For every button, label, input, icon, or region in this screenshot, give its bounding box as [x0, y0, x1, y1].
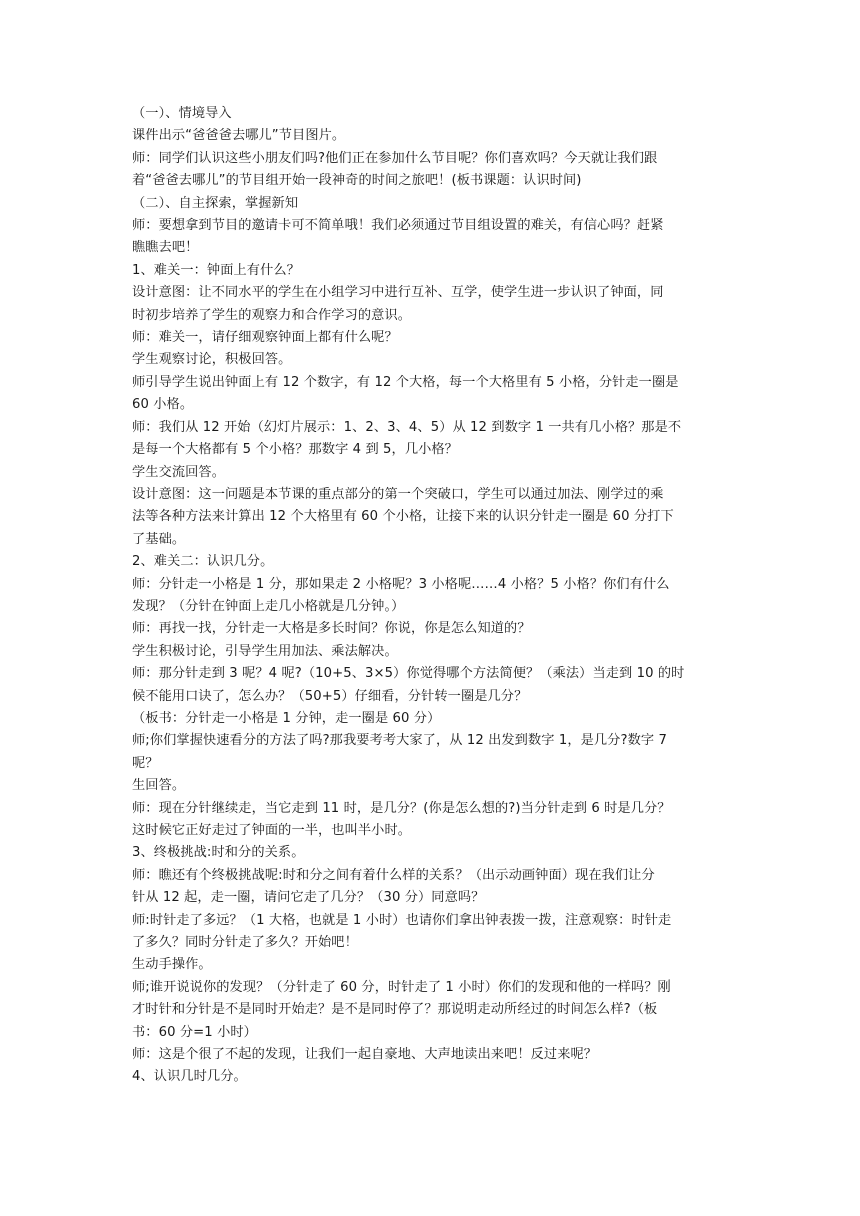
- paragraph-line: 学生积极讨论，引导学生用加法、乘法解决。: [132, 643, 398, 659]
- section-heading-1: （一）、情境导入: [132, 106, 232, 121]
- paragraph-line: 瞧瞧去吧！: [132, 240, 199, 256]
- paragraph-line: 设计意图：这一问题是本节课的重点部分的第一个突破口，学生可以通过加法、刚学过的乘: [132, 486, 664, 502]
- paragraph-line: 师;你们掌握快速看分的方法了吗?那我要考考大家了，从 12 出发到数字 1，是几分?数字 7: [132, 733, 667, 749]
- subheading-section-4: 4、认识几时几分。: [132, 1069, 247, 1085]
- paragraph-line: 师：同学们认识这些小朋友们吗?他们正在参加什么节目呢？你们喜欢吗？今天就让我们跟: [132, 150, 658, 166]
- paragraph-line: 针从 12 起，走一圈，请问它走了几分？（30 分）同意吗？: [132, 890, 485, 906]
- paragraph-line: 法等各种方法来计算出 12 个大格里有 60 个小格，让接下来的认识分针走一圈是 60 分打下: [132, 509, 674, 525]
- paragraph-line: 生回答。: [132, 778, 186, 794]
- paragraph-line: 设计意图：让不同水平的学生在小组学习中进行互补、互学，使学生进一步认识了钟面，同: [132, 285, 664, 301]
- paragraph-line: 是每一个大格都有 5 个小格？那数字 4 到 5，几小格？: [132, 442, 458, 458]
- paragraph-line: 师：瞧还有个终极挑战呢:时和分之间有着什么样的关系？（出示动画钟面）现在我们让分: [132, 867, 655, 883]
- paragraph-line: 课件出示“爸爸爸去哪儿”节目图片。: [132, 128, 346, 144]
- subheading-challenge-1: 1、难关一：钟面上有什么？: [132, 262, 300, 278]
- paragraph-line: 师引导学生说出钟面上有 12 个数字，有 12 个大格，每一个大格里有 5 小格，分针走一圈是: [132, 374, 679, 390]
- paragraph-line: 60 小格。: [132, 397, 194, 413]
- subheading-challenge-2: 2、难关二：认识几分。: [132, 554, 274, 570]
- paragraph-line: 师：现在分针继续走，当它走到 11 时，是几分？(你是怎么想的?)当分针走到 6 时是几分？: [132, 800, 671, 816]
- paragraph-line: 书：60 分=1 小时）: [132, 1024, 257, 1040]
- paragraph-line: 学生观察讨论，积极回答。: [132, 352, 292, 368]
- paragraph-line: 生动手操作。: [132, 957, 212, 973]
- paragraph-line: 才时针和分针是不是同时开始走？是不是同时停了？那说明走动所经过的时间怎么样?（板: [132, 1002, 658, 1018]
- paragraph-line: 这时候它正好走过了钟面的一半，也叫半小时。: [132, 823, 412, 838]
- subheading-challenge-3: 3、终极挑战:时和分的关系。: [132, 845, 305, 861]
- paragraph-line: 师：要想拿到节目的邀请卡可不简单哦！我们必须通过节目组设置的难关，有信心吗？赶紧: [132, 218, 664, 234]
- paragraph-line: 着“爸爸去哪儿”的节目组开始一段神奇的时间之旅吧！(板书课题：认识时间): [132, 173, 582, 189]
- paragraph-line: 师：难关一，请仔细观察钟面上都有什么呢？: [132, 330, 398, 346]
- paragraph-line: （板书：分针走一小格是 1 分钟，走一圈是 60 分）: [132, 710, 441, 726]
- paragraph-line: 师：再找一找，分针走一大格是多长时间？你说，你是怎么知道的？: [132, 621, 531, 637]
- section-heading-2: （二）、自主探索，掌握新知: [132, 195, 299, 211]
- paragraph-line: 师;谁开说说你的发现？（分针走了 60 分，时针走了 1 小时）你们的发现和他的一样吗？刚: [132, 979, 671, 995]
- paragraph-line: 师：这是个很了不起的发现，让我们一起自豪地、大声地读出来吧！反过来呢？: [132, 1047, 598, 1063]
- document-page: [132, 103, 732, 1089]
- paragraph-line: 师：我们从 12 开始（幻灯片展示：1、2、3、4、5）从 12 到数字 1 一共有几小格？那是不: [132, 419, 682, 435]
- paragraph-line: 发现？（分针在钟面上走几小格就是几分钟。）: [132, 598, 405, 614]
- paragraph-line: 学生交流回答。: [132, 464, 226, 480]
- paragraph-line: 师:时针走了多远？（1 大格，也就是 1 小时）也请你们拿出钟表拨一拨，注意观察：时针走: [132, 912, 672, 928]
- paragraph-line: 候不能用口诀了，怎么办？（50+5）仔细看，分针转一圈是几分？: [132, 688, 528, 704]
- paragraph-line: 时初步培养了学生的观察力和合作学习的意识。: [132, 307, 412, 323]
- paragraph-line: 师：那分针走到 3 呢？4 呢?（10+5、3×5）你觉得哪个方法简便？（乘法）当走到 10 的时: [132, 666, 685, 682]
- paragraph-line: 了多久？同时分针走了多久？开始吧！: [132, 935, 358, 951]
- paragraph-line: 了基础。: [132, 531, 186, 547]
- paragraph-line: 呢？: [132, 755, 159, 771]
- paragraph-line: 师：分针走一小格是 1 分，那如果走 2 小格呢？3 小格呢……4 小格？5 小格？你们有什么: [132, 576, 670, 592]
